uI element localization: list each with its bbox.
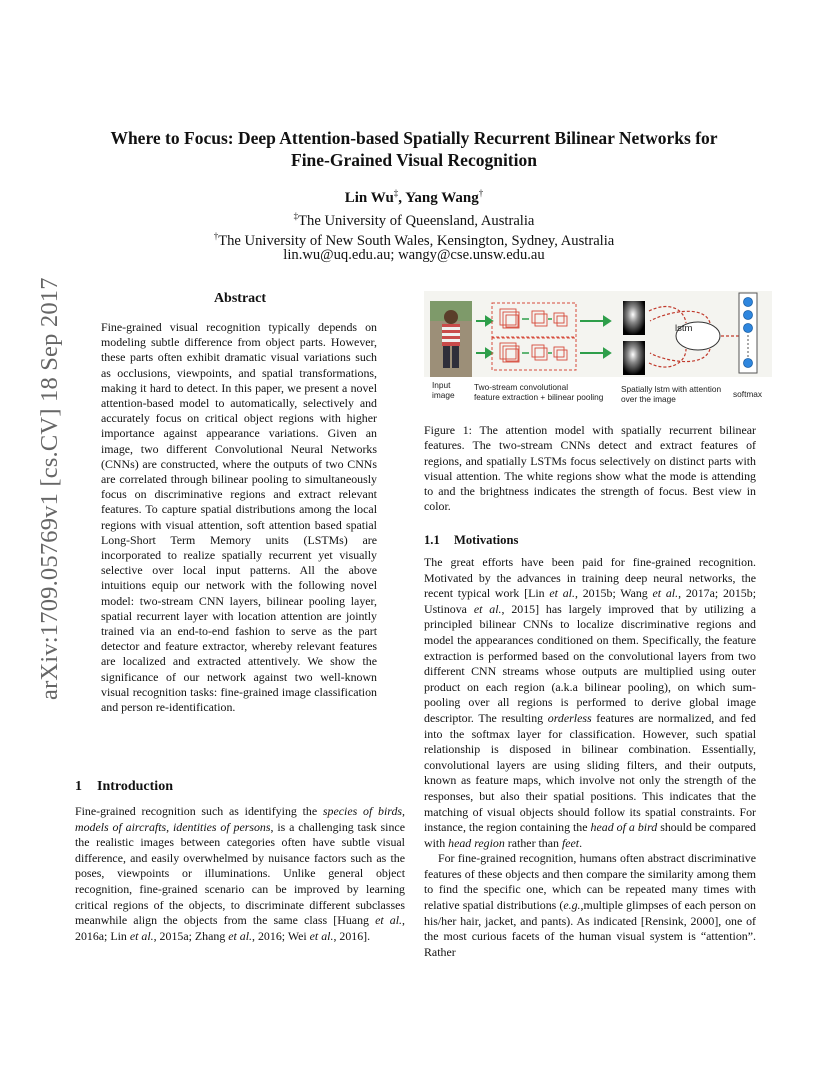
motivations-text xyxy=(424,555,756,960)
affiliation-1-mark: ‡ xyxy=(293,211,299,221)
emphasis: e.g. xyxy=(563,898,581,913)
paper-title xyxy=(60,127,768,171)
subsection-number: 1.1 xyxy=(424,533,440,547)
text-run: , 2016a; Lin xyxy=(75,913,406,943)
author-1: Lin Wu xyxy=(344,190,394,206)
motivations-paragraph-1 xyxy=(424,555,756,851)
author-1-mark: ‡ xyxy=(393,188,399,198)
title-line-1: Where to Focus: Deep Attention-based Spatially Recurrent Bilinear Networks for xyxy=(110,128,718,148)
author-separator: , xyxy=(398,190,406,206)
text-run: , 2015b; Wang xyxy=(574,586,653,601)
emphasis: head region xyxy=(448,835,505,850)
text-run: features are normalized, and fed into the softmax layer for classification. However, such spatial relationship is disposed in bilinear combination. Essentially, convolutional layers are using sliding filters, and their outputs, known as feature maps, which involve not only the strength of the responses, but also their spatial positions. This indicates that the matching of visual objects should follow its spatial constraints. For instance, the region containing the xyxy=(424,710,756,835)
affiliation-2-mark: † xyxy=(213,231,219,241)
emphasis: et al. xyxy=(309,928,334,943)
label-softmax: softmax xyxy=(733,389,763,399)
lstm-label: lstm xyxy=(675,323,693,334)
author-emails: lin.wu@uq.edu.au; wangy@cse.unsw.edu.au xyxy=(283,247,545,263)
author-2-mark: † xyxy=(478,188,484,198)
label-two-stream: Two-stream convolutional feature extraction + bilinear pooling xyxy=(474,382,604,402)
text-run: ,multiple glimpses of each person on his/her hair, jacket, and pants). As indicated [Rensink, 2000], one of the most curious facets of the human visual system is “attention”. Rather xyxy=(424,898,756,959)
emphasis: species of birds, models of aircrafts, identities of persons xyxy=(75,804,405,834)
section-number: 1 xyxy=(75,779,82,794)
text-run: , 2017a; 2015b; Ustinova xyxy=(424,586,756,616)
emphasis: et al. xyxy=(228,928,253,943)
text-run: , is a challenging task since the realistic images between categories often have subtle visual difference, and easily overwhelmed by nuisance factors such as the poses, viewpoints or illuminations. Unlike general object recognition, fine-grained scenario can be improved by learning critical regions of the objects, to discriminate different subclasses meanwhile align the objects from the same class [Huang xyxy=(75,819,405,928)
affiliation-2-text: The University of New South Wales, Kensington, Sydney, Australia xyxy=(218,232,615,249)
text-run: , 2016; Wei xyxy=(252,928,310,943)
figure-1-caption: Figure 1: The attention model with spatially recurrent bilinear features. The two-stream CNNs detect and extract features of regions, and spatially LSTMs focus selectively on distinct parts with visual attention. The white regions show what the mode is attending to and the brightness indicates the strength of focus. Best view in color. xyxy=(424,423,756,514)
text-run: . xyxy=(579,835,583,850)
section-introduction-heading xyxy=(75,779,405,795)
figure-1 xyxy=(424,291,772,409)
abstract-text: Fine-grained visual recognition typically depends on modeling subtle difference from object parts. However, these parts often exhibit dramatic visual variations such as occlusions, viewpoints, and spatial transformations, making it hard to detect. In this paper, we present a novel attention-based model to automatically, selectively and accurately focus on critical object regions with higher importance against appearance variations. Given an image, two different Convolutional Neural Networks (CNNs) are constructed, where the outputs of two CNNs are correlated through bilinear pooling to simultaneously focus on discriminative regions and extract relevant features. To capture spatial distributions among the local regions with visual attention, soft attention based spatial Long-Short Term Memory units (LSTMs) are incorporated to realize spatially recurrent yet visually selective over local input patterns. All the above intuitions equip our network with the following novel model: two-stream CNN layers, bilinear pooling layer, spatial recurrent layer with location attention are jointly trained via an end-to-end fashion to serve as the part detector and feature extractor, whereby relevant features are localized and extracted attentively. We show the significance of our network against two well-known visual recognition tasks: fine-grained image classification and person re-identification. xyxy=(101,320,377,715)
text-run: Fine-grained recognition such as identifying the xyxy=(75,804,323,818)
emphasis: et al. xyxy=(549,586,575,601)
emphasis: feet xyxy=(561,835,580,850)
author-line xyxy=(60,188,768,207)
emphasis: et al. xyxy=(652,586,679,601)
text-run: The great efforts have been paid for fine-grained recognition. Motivated by the advances in training deep neural networks, the recent typical work [Lin xyxy=(424,555,756,601)
introduction-paragraph xyxy=(75,804,405,944)
text-run: should be compared with xyxy=(424,820,756,850)
label-input-image: Input image xyxy=(432,380,455,400)
subsection-title: Motivations xyxy=(454,533,519,547)
text-run: For fine-grained recognition, humans often abstract discriminative features of these objects and then compare the similarity among them to find the specific one, which can be repeated many times with relative spatial distributions ( xyxy=(424,851,756,913)
input-image xyxy=(430,301,472,377)
text-run: , 2016]. xyxy=(333,928,371,943)
motivations-paragraph-2 xyxy=(424,851,756,960)
attention-map-1 xyxy=(623,301,645,335)
section-title: Introduction xyxy=(97,779,173,794)
title-line-2: Fine-Grained Visual Recognition xyxy=(291,150,537,170)
text-run: , 2015a; Zhang xyxy=(153,928,229,943)
arxiv-identifier: arXiv:1709.05769v1 [cs.CV] 18 Sep 2017 xyxy=(36,277,63,700)
attention-map-2 xyxy=(623,341,645,375)
text-run: , 2015] has largely improved that by utilizing a principled bilinear CNNs to localize discriminative regions and model the appearances conditioned on them. Specifically, the feature extraction is performed based on the convolutional layers from two different CNN streams whose outputs are multiplied using outer product on each region (a.k.a bilinear pooling), on which sum-pooling over all regions is performed to derive global image descriptor. The resulting xyxy=(424,601,756,725)
affiliation-1-text: The University of Queensland, Australia xyxy=(298,212,535,229)
subsection-motivations-heading xyxy=(424,533,756,548)
abstract-heading: Abstract xyxy=(213,291,267,306)
emphasis: et al. xyxy=(375,913,403,928)
label-spatial-lstm: Spatially lstm with attention over the image xyxy=(621,384,722,404)
emphasis: head of a bird xyxy=(590,820,658,835)
emphasis: et al. xyxy=(473,601,502,616)
emphasis: et al. xyxy=(129,928,154,943)
author-2: Yang Wang xyxy=(405,190,479,206)
emphasis: orderless xyxy=(547,710,592,725)
text-run: rather than xyxy=(504,835,562,850)
